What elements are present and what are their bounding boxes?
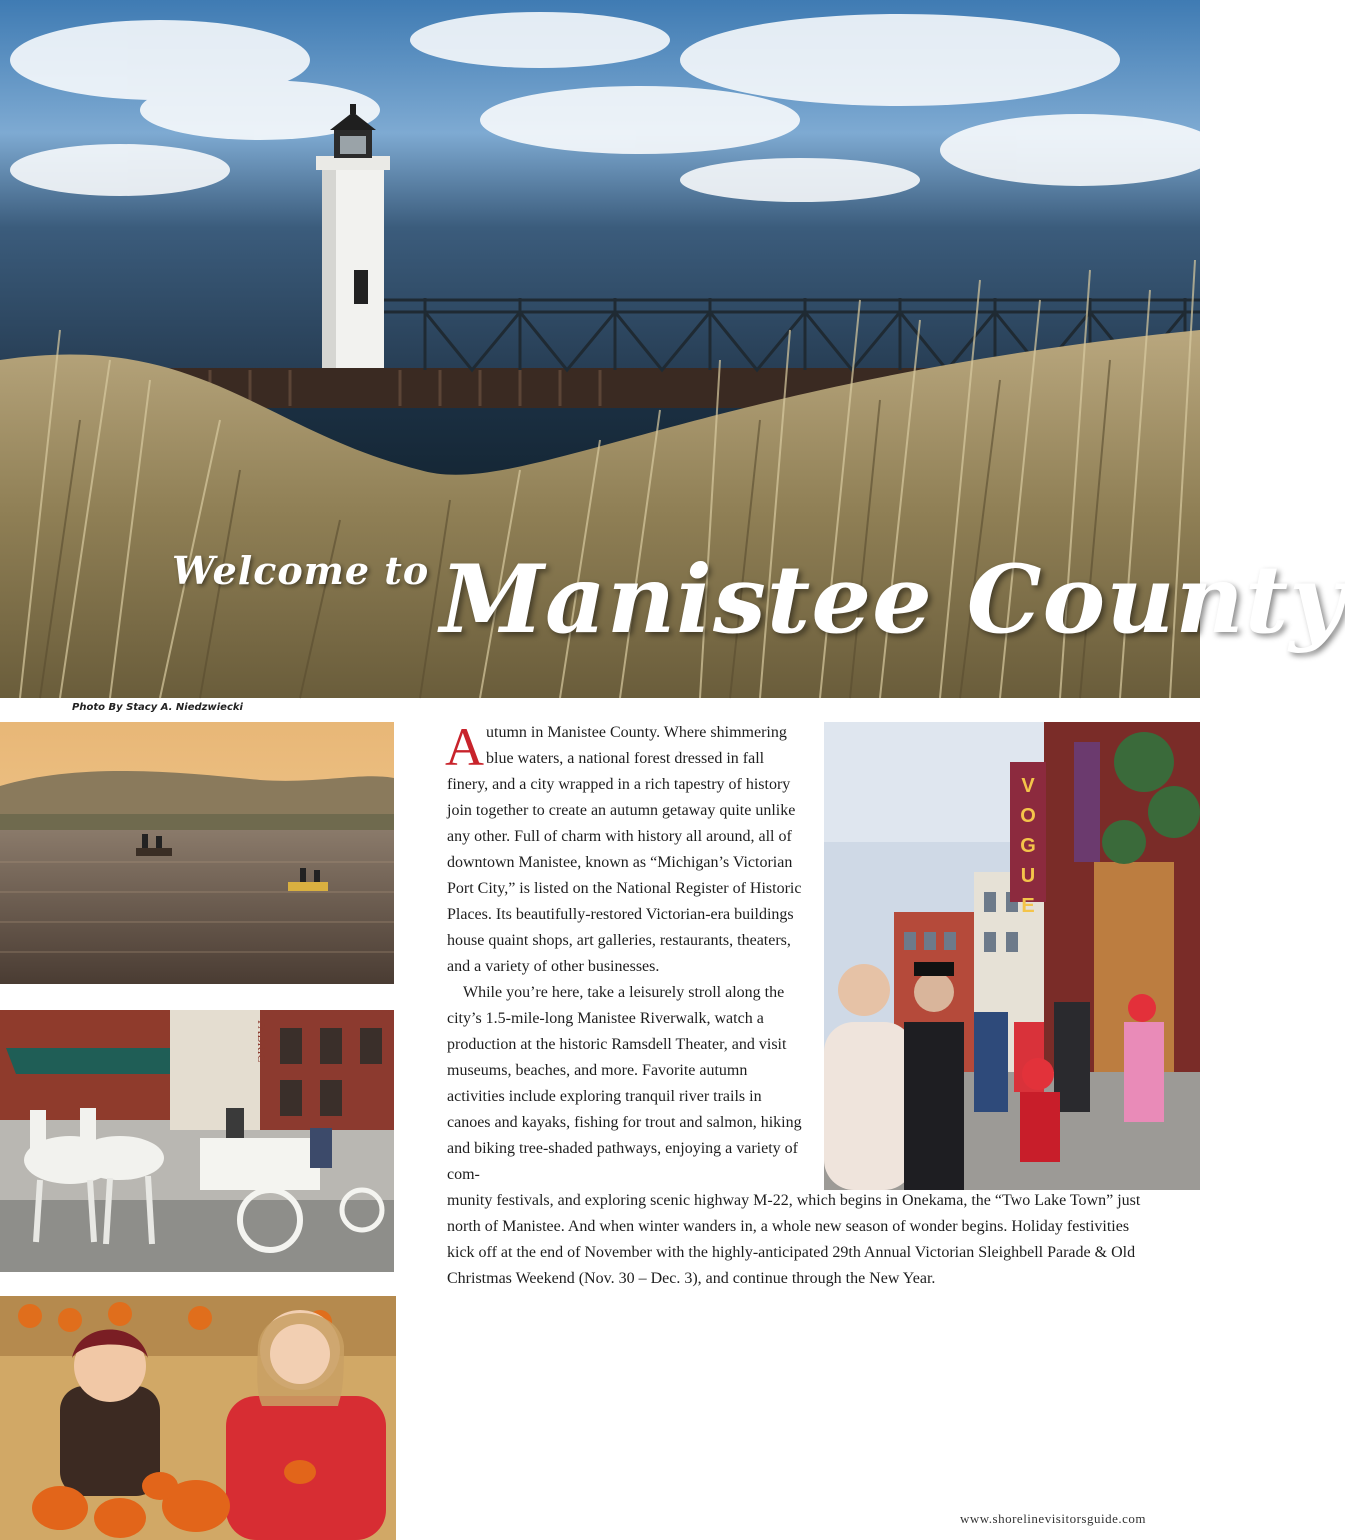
article-paragraph-2-continued: munity festivals, and exploring scenic highway M-22, which begins in Onekama, the “Two Lake Town” just north of Manistee. And when winter wanders in, a whole new season of wonder begins. Holiday festivities kick off at the end of November with the highly-anticipated 29th Annual Victorian Sleighbell Parade & Old Christmas Weekend (Nov. 30 – Dec. 3), and continue through the New Year.: [447, 1192, 1141, 1287]
website-footer-link[interactable]: www.shorelinevisitorsguide.com: [959, 1511, 1146, 1526]
hero-title-manistee: Manistee County: [440, 545, 1345, 655]
svg-text:O: O: [1020, 805, 1036, 827]
article-body: [445, 717, 1187, 1292]
drop-cap: A: [445, 717, 484, 777]
lake-fishing-photo: [0, 722, 394, 984]
svg-text:U: U: [1020, 865, 1036, 887]
fabric-sign: FABRIC: [255, 1020, 269, 1063]
hero-title-welcome: Welcome to: [172, 548, 430, 593]
svg-text:V: V: [1021, 775, 1035, 797]
horse-carriage-photo: [0, 1010, 394, 1272]
svg-text:G: G: [1020, 835, 1036, 857]
article-paragraph-1: [445, 717, 809, 980]
hero-photo: [0, 0, 1345, 698]
article-paragraph-2: While you’re here, take a leisurely stroll along the city’s 1.5-mile-long Manistee Riverwalk, watch a production at the historic Ramsdell Theater, and visit museums, beaches, and more. Favorite autumn activities include exploring tranquil river trails in canoes and kayaks, fishing for trout and salmon, hiking and biking tree-shaded pathways, enjoying a variety of com-: [447, 984, 802, 1183]
photo-credit: Photo By Stacy A. Niedzwiecki: [72, 702, 243, 713]
pumpkin-patch-kids-photo: [0, 1296, 396, 1540]
article-paragraph-1-text: utumn in Manistee County. Where shimmering blue waters, a national forest dressed in fall finery, and a city wrapped in a rich tapestry of history join together to create an autumn getaway quite unlike any other. Full of charm with history all around, all of downtown Manistee, known as “Michigan’s Victorian Port City,” is listed on the National Register of Historic Places. Its beautifully-restored Victorian-era buildings house quaint shops, art galleries, restaurants, theaters, and a variety of other businesses.: [447, 724, 802, 975]
svg-text:E: E: [1021, 895, 1035, 917]
article-narrow-column: [445, 717, 809, 1188]
